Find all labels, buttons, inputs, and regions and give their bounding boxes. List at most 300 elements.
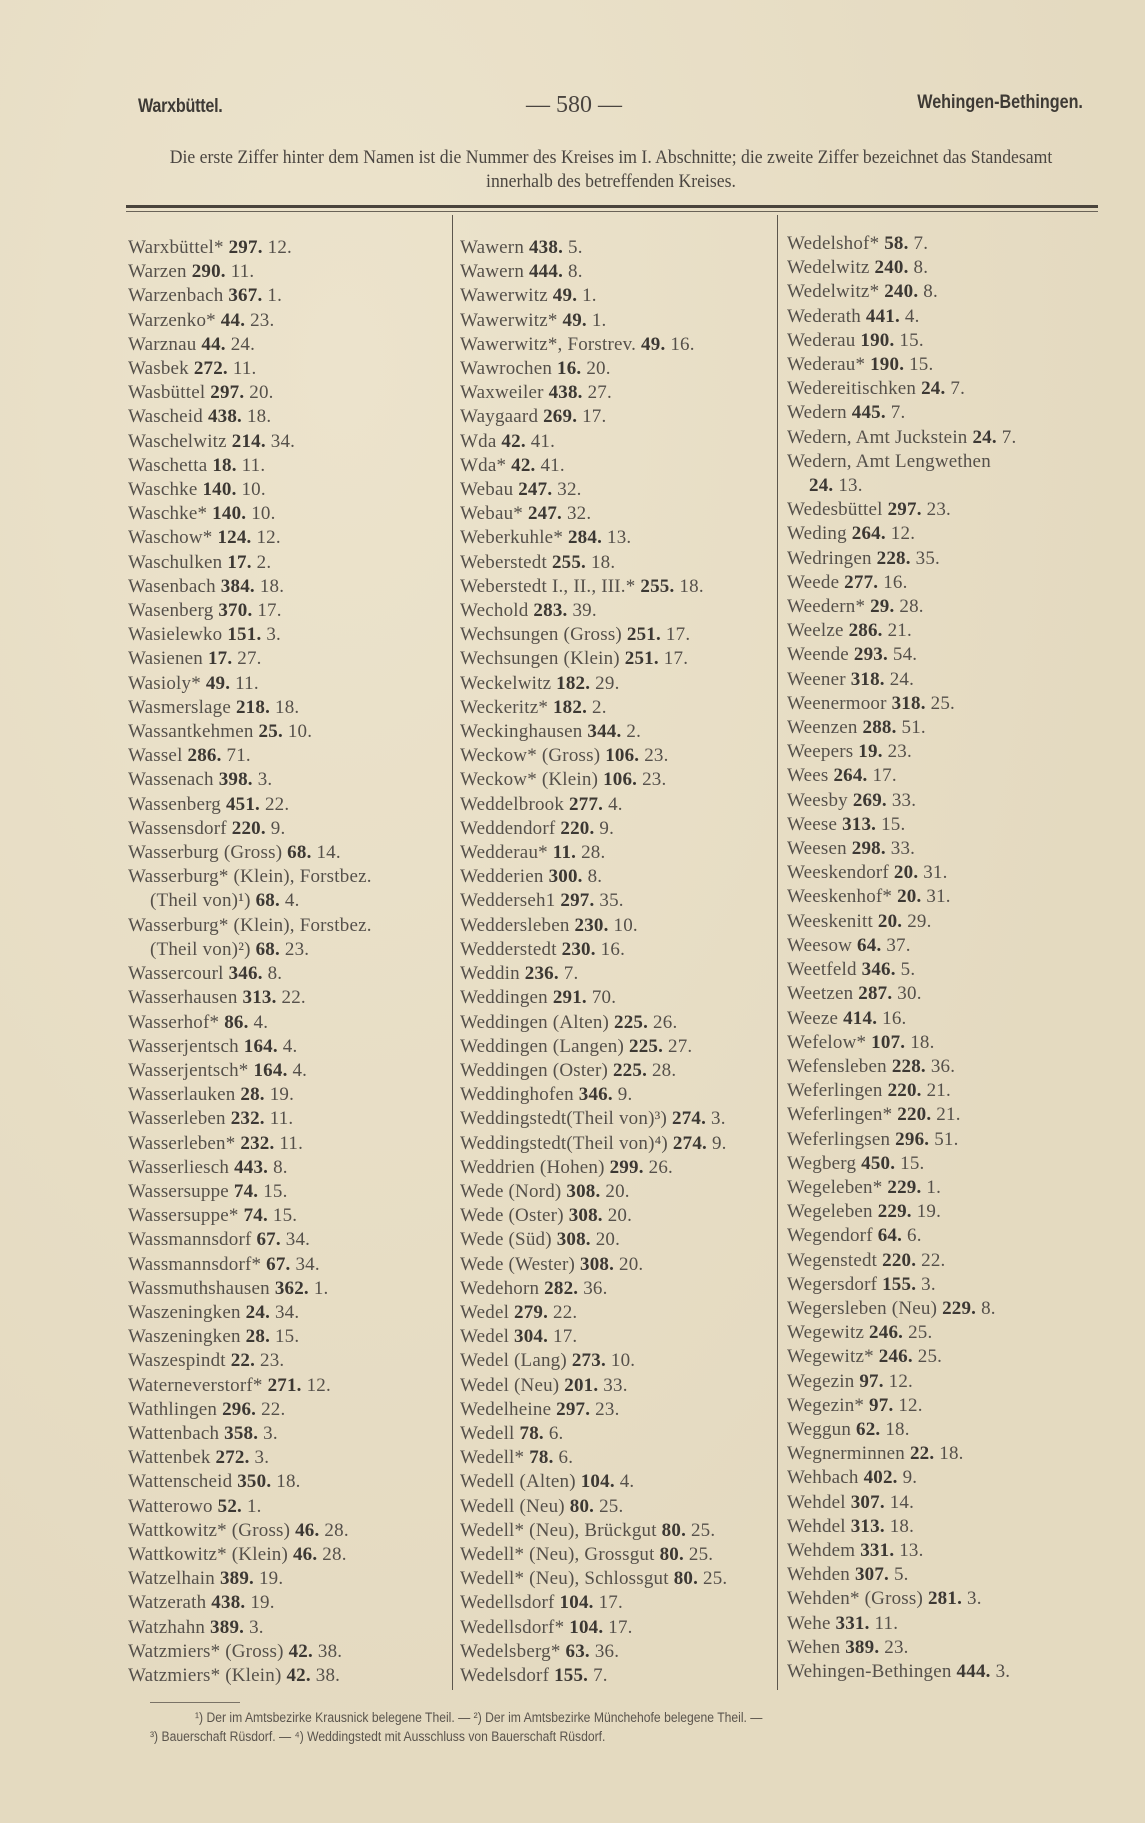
standesamt-number: 21. <box>936 1104 961 1126</box>
index-entry <box>460 962 780 986</box>
place-name: Wassel <box>128 745 183 767</box>
standesamt-number: 17. <box>257 600 282 622</box>
index-entry <box>128 1616 448 1640</box>
intro-note: Die erste Ziffer hinter dem Namen ist die Nummer des Kreises im I. Abschnitte; die zweite Ziffer bezeichnet das Standesamt innerhalb des betreffenden Kreises. <box>169 147 1053 192</box>
place-name: Wegnerminnen <box>787 1443 905 1465</box>
kreis-number: 97. <box>859 1370 884 1392</box>
place-name: Wedern, Amt Lengwethen <box>787 450 991 472</box>
kreis-number: 220. <box>560 817 595 839</box>
place-name: Wedelshof* <box>787 233 880 254</box>
place-name: Watzhahn <box>128 1616 206 1638</box>
standesamt-number: 23. <box>595 1398 620 1420</box>
standesamt-number: 30. <box>897 983 922 1005</box>
place-name: Warzenko* <box>128 309 216 331</box>
kreis-number: 451. <box>225 793 260 815</box>
index-entry <box>460 1253 780 1277</box>
place-name: Weddendorf <box>460 817 556 839</box>
kreis-number: 214. <box>231 430 266 452</box>
place-name: Wedel <box>460 1301 510 1323</box>
column-1 <box>128 236 448 1688</box>
index-entry <box>460 817 780 841</box>
index-entry <box>460 284 780 308</box>
place-name: Weddingen (Alten) <box>460 1011 610 1033</box>
place-name: Wegendorf <box>787 1225 873 1247</box>
place-name: Watzmiers* (Klein) <box>128 1664 282 1686</box>
kreis-number: 297. <box>556 1398 591 1420</box>
standesamt-number: 29. <box>595 672 620 694</box>
index-entry <box>787 1418 1107 1442</box>
standesamt-number: 28. <box>899 596 924 618</box>
index-entry <box>787 1394 1107 1418</box>
index-entry <box>460 454 780 478</box>
place-name: Wehingen-Bethingen <box>787 1660 952 1682</box>
index-entry <box>460 478 780 502</box>
index-entry <box>787 619 1107 643</box>
index-entry <box>460 1398 780 1422</box>
kreis-number: 264. <box>833 765 868 787</box>
place-name: Wedesbüttel <box>787 499 883 521</box>
index-entry <box>128 1349 448 1373</box>
index-entry <box>128 1156 448 1180</box>
standesamt-number: 4. <box>619 1471 635 1493</box>
index-entry <box>128 454 448 478</box>
kreis-number: 24. <box>972 426 997 448</box>
kreis-number: 104. <box>580 1471 615 1493</box>
place-name: Waxweiler <box>460 382 544 404</box>
place-name: Weddingstedt(Theil von)⁴) <box>460 1132 668 1154</box>
kreis-number: 308. <box>566 1180 601 1202</box>
standesamt-number: 13. <box>899 1539 924 1561</box>
index-entry <box>128 1204 448 1228</box>
standesamt-number: 23. <box>642 769 667 791</box>
index-entry <box>460 1035 780 1059</box>
standesamt-number: 18. <box>885 1418 910 1440</box>
place-name: Wees <box>787 765 829 787</box>
place-name: Weddrien (Hohen) <box>460 1156 605 1178</box>
kreis-number: 232. <box>240 1132 275 1154</box>
place-name: Wedell* <box>460 1447 525 1469</box>
standesamt-number: 10. <box>610 1350 636 1372</box>
kreis-number: 25. <box>258 721 283 743</box>
standesamt-number: 35. <box>599 890 624 912</box>
index-entry <box>128 526 448 550</box>
standesamt-number: 8. <box>267 963 283 985</box>
kreis-number: 86. <box>224 1011 249 1033</box>
kreis-number: 299. <box>609 1156 644 1178</box>
place-name: Wedderien <box>460 866 544 888</box>
place-name: Wasienen <box>128 648 203 670</box>
index-entry <box>128 768 448 792</box>
kreis-number: 288. <box>862 717 897 739</box>
standesamt-number: 25. <box>917 1346 943 1368</box>
standesamt-number: 36. <box>930 1055 956 1077</box>
place-name: Weepers <box>787 741 854 763</box>
standesamt-number: 27. <box>587 382 612 404</box>
kreis-number: 308. <box>568 1205 603 1227</box>
index-entry <box>787 910 1107 934</box>
standesamt-number: 16. <box>600 938 626 960</box>
place-name: Wasbek <box>128 358 189 380</box>
standesamt-number: 19. <box>250 1592 275 1614</box>
place-name: Weberstedt <box>460 551 547 573</box>
standesamt-number: 14. <box>889 1491 915 1513</box>
standesamt-number: 12. <box>888 1370 914 1392</box>
kreis-number: 44. <box>201 333 226 355</box>
place-name: Wedderseh1 <box>460 890 556 912</box>
index-entry <box>460 1107 780 1131</box>
place-name: Wasbüttel <box>128 382 206 404</box>
standesamt-number: 20. <box>586 358 611 380</box>
standesamt-number: 51. <box>934 1128 959 1150</box>
place-name: Waygaard <box>460 406 539 428</box>
kreis-number: 450. <box>861 1152 896 1174</box>
kreis-number: 269. <box>543 406 578 428</box>
index-entry <box>128 1374 448 1398</box>
place-name: Wedehorn <box>460 1277 540 1299</box>
standesamt-number: 41. <box>530 430 556 452</box>
place-name: Weedern* <box>787 596 866 618</box>
kreis-number: 331. <box>835 1612 870 1634</box>
index-entry <box>787 232 1107 256</box>
index-entry <box>460 768 780 792</box>
kreis-number: 313. <box>850 1515 885 1537</box>
standesamt-number: 3. <box>967 1588 982 1610</box>
place-name: Wattkowitz* (Klein) <box>128 1543 289 1565</box>
place-name: Wedellsdorf* <box>460 1616 565 1638</box>
index-entry <box>787 474 1107 498</box>
standesamt-number: 25. <box>703 1568 728 1590</box>
standesamt-number: 33. <box>603 1374 628 1396</box>
place-name: Wedel (Lang) <box>460 1350 567 1372</box>
kreis-number: 331. <box>860 1539 895 1561</box>
place-name: Wedelsdorf <box>460 1664 550 1686</box>
place-name: Wattenbach <box>128 1422 220 1444</box>
kreis-number: 17. <box>207 648 233 670</box>
standesamt-number: 25. <box>930 692 955 714</box>
index-entry <box>128 986 448 1010</box>
standesamt-number: 11. <box>241 454 266 476</box>
kreis-number: 308. <box>580 1253 615 1275</box>
place-name: Warznau <box>128 333 197 355</box>
index-entry <box>787 280 1107 304</box>
index-entry <box>460 575 780 599</box>
place-name: Webau <box>460 479 514 501</box>
standesamt-number: 10. <box>251 503 276 525</box>
place-name: Webau* <box>460 503 523 525</box>
kreis-number: 370. <box>218 600 253 622</box>
standesamt-number: 34. <box>285 1229 311 1251</box>
kreis-number: 190. <box>870 354 905 376</box>
kreis-number: 62. <box>856 1418 881 1440</box>
index-entry <box>128 1640 448 1664</box>
standesamt-number: 14. <box>316 842 341 864</box>
kreis-number: 318. <box>850 668 885 690</box>
place-name: Wda* <box>460 454 507 476</box>
place-name: Weberkuhle* <box>460 527 564 549</box>
kreis-number: 151. <box>227 624 262 646</box>
standesamt-number: 28. <box>581 842 606 864</box>
standesamt-number: 17. <box>598 1592 623 1614</box>
page-number: — 580 — <box>526 92 622 118</box>
place-name: Wedell <box>460 1422 515 1444</box>
index-entry <box>128 1011 448 1035</box>
index-entry <box>787 1660 1107 1684</box>
index-entry <box>128 817 448 841</box>
place-name: Wassersuppe <box>128 1180 229 1202</box>
standesamt-number: 19. <box>916 1201 942 1223</box>
index-entry <box>787 547 1107 571</box>
place-name: (Theil von)²) <box>150 938 251 960</box>
standesamt-number: 2. <box>256 551 272 573</box>
kreis-number: 443. <box>234 1156 269 1178</box>
place-name: Weckelwitz <box>460 672 552 694</box>
place-name: Wedel <box>460 1326 510 1348</box>
standesamt-number: 5. <box>900 959 916 981</box>
place-name: Weetfeld <box>787 959 857 981</box>
standesamt-number: 11. <box>235 672 259 694</box>
kreis-number: 64. <box>877 1225 903 1247</box>
footnote-line-2: ³) Bauerschaft Rüsdorf. — ⁴) Weddingstedt mit Ausschluss von Bauerschaft Rüsdorf. <box>150 1729 606 1744</box>
index-entry <box>460 381 780 405</box>
standesamt-number: 4. <box>282 1035 298 1057</box>
standesamt-number: 1. <box>591 309 607 331</box>
standesamt-number: 22. <box>921 1249 946 1271</box>
kreis-number: 64. <box>857 934 882 956</box>
standesamt-number: 18. <box>275 696 300 718</box>
place-name: Waschulken <box>128 551 223 573</box>
index-entry <box>787 1466 1107 1490</box>
standesamt-number: 8. <box>923 281 938 303</box>
place-name: Weeskenitt <box>787 910 873 932</box>
index-entry <box>128 1132 448 1156</box>
kreis-number: 220. <box>887 1080 922 1102</box>
index-entry <box>460 1495 780 1519</box>
standesamt-number: 26. <box>648 1156 673 1178</box>
standesamt-number: 15. <box>900 1152 925 1174</box>
place-name: Wede (Oster) <box>460 1205 564 1227</box>
place-name: Waschke <box>128 479 198 501</box>
index-entry <box>460 599 780 623</box>
place-name: Wedel (Neu) <box>460 1374 560 1396</box>
place-name: Weesow <box>787 934 853 956</box>
kreis-number: 271. <box>267 1374 302 1396</box>
place-name: Wda <box>460 430 497 452</box>
running-head-right: Wehingen-Bethingen. <box>917 92 1083 113</box>
standesamt-number: 16. <box>882 1007 907 1029</box>
standesamt-number: 15. <box>272 1205 298 1227</box>
place-name: Wasenberg <box>128 600 214 622</box>
kreis-number: 304. <box>514 1326 549 1348</box>
standesamt-number: 19. <box>269 1084 295 1106</box>
index-entry <box>787 1491 1107 1515</box>
place-name: Wedell* (Neu), Grossgut <box>460 1543 655 1565</box>
kreis-number: 255. <box>640 575 675 597</box>
index-entry <box>787 934 1107 958</box>
kreis-number: 68. <box>287 842 312 864</box>
index-entry <box>460 1156 780 1180</box>
index-entry <box>460 720 780 744</box>
kreis-number: 230. <box>574 914 609 936</box>
index-entry <box>460 1132 780 1156</box>
place-name: Wedereitischken <box>787 378 917 400</box>
standesamt-number: 28. <box>322 1543 347 1565</box>
index-entry <box>787 1442 1107 1466</box>
kreis-number: 107. <box>871 1031 906 1053</box>
kreis-number: 282. <box>544 1277 579 1299</box>
kreis-number: 80. <box>659 1543 684 1565</box>
index-entry <box>128 1422 448 1446</box>
index-entry <box>787 426 1107 450</box>
index-entry <box>787 789 1107 813</box>
index-entry <box>787 450 1107 474</box>
place-name: Wegersdorf <box>787 1273 878 1295</box>
standesamt-number: 17. <box>663 648 689 670</box>
place-name: Wasserlauken <box>128 1084 236 1106</box>
standesamt-number: 12. <box>306 1374 331 1396</box>
index-entry <box>128 381 448 405</box>
place-name: Wegenstedt <box>787 1249 878 1271</box>
kreis-number: 229. <box>887 1176 922 1198</box>
place-name: Wasserjentsch <box>128 1035 239 1057</box>
index-entry <box>128 260 448 284</box>
standesamt-number: 8. <box>913 257 929 279</box>
index-entry <box>787 958 1107 982</box>
kreis-number: 220. <box>231 817 266 839</box>
index-entry <box>128 1567 448 1591</box>
standesamt-number: 7. <box>950 378 966 400</box>
place-name: Wede (Nord) <box>460 1180 562 1202</box>
index-entry <box>460 1640 780 1664</box>
standesamt-number: 4. <box>904 305 920 327</box>
kreis-number: 106. <box>603 769 638 791</box>
index-entry <box>128 1301 448 1325</box>
standesamt-number: 1. <box>267 285 283 307</box>
index-entry <box>128 1446 448 1470</box>
index-entry <box>460 1664 780 1688</box>
standesamt-number: 11. <box>230 261 255 283</box>
kreis-number: 313. <box>242 987 277 1009</box>
index-entry <box>128 357 448 381</box>
kreis-number: 229. <box>877 1201 912 1223</box>
index-entry <box>460 696 780 720</box>
place-name: Wedell* (Neu), Brückgut <box>460 1519 657 1541</box>
index-entry <box>128 309 448 333</box>
place-name: Weeskenhof* <box>787 886 893 908</box>
kreis-number: 307. <box>854 1564 889 1586</box>
index-entry <box>460 357 780 381</box>
place-name: Wechsungen (Klein) <box>460 648 620 670</box>
kreis-number: 80. <box>569 1495 595 1517</box>
index-entry <box>128 551 448 575</box>
standesamt-number: 3. <box>254 1447 270 1469</box>
standesamt-number: 6. <box>558 1447 574 1469</box>
kreis-number: 225. <box>612 1059 648 1081</box>
kreis-number: 438. <box>207 406 242 428</box>
kreis-number: 398. <box>218 769 253 791</box>
index-entry <box>128 1228 448 1252</box>
place-name: Wathlingen <box>128 1398 218 1420</box>
place-name: Warxbüttel* <box>128 237 224 258</box>
place-name: Watzelhain <box>128 1568 215 1590</box>
place-name: Weckeritz* <box>460 696 549 718</box>
standesamt-number: 7. <box>563 963 579 985</box>
index-entry <box>787 1370 1107 1394</box>
place-name: Wedell* (Neu), Schlossgut <box>460 1568 669 1590</box>
kreis-number: 24. <box>809 475 834 497</box>
standesamt-number: 34. <box>274 1301 300 1323</box>
place-name: Wechold <box>460 600 529 622</box>
standesamt-number: 7. <box>1001 426 1017 448</box>
place-name: Wedern, Amt Juckstein <box>787 426 968 448</box>
place-name: Weddersleben <box>460 914 570 936</box>
place-name: Wede (Wester) <box>460 1253 576 1275</box>
standesamt-number: 3. <box>257 769 273 791</box>
index-entry <box>460 1519 780 1543</box>
kreis-number: 220. <box>897 1104 932 1126</box>
standesamt-number: 1. <box>926 1176 942 1198</box>
standesamt-number: 10. <box>287 721 313 743</box>
standesamt-number: 8. <box>587 866 603 888</box>
standesamt-number: 25. <box>688 1543 714 1565</box>
place-name: Weenzen <box>787 717 858 739</box>
kreis-number: 228. <box>876 547 911 569</box>
standesamt-number: 11. <box>269 1108 294 1130</box>
standesamt-number: 38. <box>317 1640 343 1662</box>
place-name: Wassmannsdorf <box>128 1229 252 1251</box>
running-head <box>138 92 1083 122</box>
kreis-number: 384. <box>220 575 255 597</box>
place-name: Wawerwitz*, Forstrev. <box>460 333 637 355</box>
kreis-number: 367. <box>228 285 263 307</box>
kreis-number: 140. <box>212 503 247 525</box>
standesamt-number: 8. <box>273 1156 288 1178</box>
index-entry <box>128 575 448 599</box>
index-entry <box>460 1277 780 1301</box>
kreis-number: 78. <box>529 1447 554 1469</box>
kreis-number: 16. <box>557 358 582 380</box>
standesamt-number: 9. <box>902 1467 918 1489</box>
place-name: Wedern <box>787 402 847 424</box>
place-name: Wefelow* <box>787 1031 867 1053</box>
index-entry <box>787 1176 1107 1200</box>
index-entry <box>787 353 1107 377</box>
standesamt-number: 3. <box>263 1422 278 1444</box>
index-entry <box>787 1103 1107 1127</box>
index-entry <box>128 430 448 454</box>
kreis-number: 20. <box>893 862 919 884</box>
index-entry <box>460 672 780 696</box>
place-name: Waschetta <box>128 454 208 476</box>
index-entry <box>787 401 1107 425</box>
kreis-number: 236. <box>524 963 559 985</box>
index-entry <box>787 522 1107 546</box>
standesamt-number: 23. <box>926 499 951 521</box>
standesamt-number: 20. <box>249 382 274 404</box>
kreis-number: 344. <box>587 721 622 743</box>
index-entry <box>128 914 448 938</box>
standesamt-number: 24. <box>230 333 256 355</box>
index-entry <box>128 1059 448 1083</box>
kreis-number: 228. <box>891 1055 926 1077</box>
place-name: Wehen <box>787 1636 841 1658</box>
index-entry <box>128 1664 448 1688</box>
standesamt-number: 12. <box>898 1394 923 1416</box>
kreis-number: 318. <box>891 692 926 714</box>
place-name: Wedelsberg* <box>460 1640 561 1662</box>
kreis-number: 155. <box>554 1664 589 1686</box>
kreis-number: 52. <box>217 1495 242 1517</box>
place-name: Wedderau* <box>460 842 548 864</box>
